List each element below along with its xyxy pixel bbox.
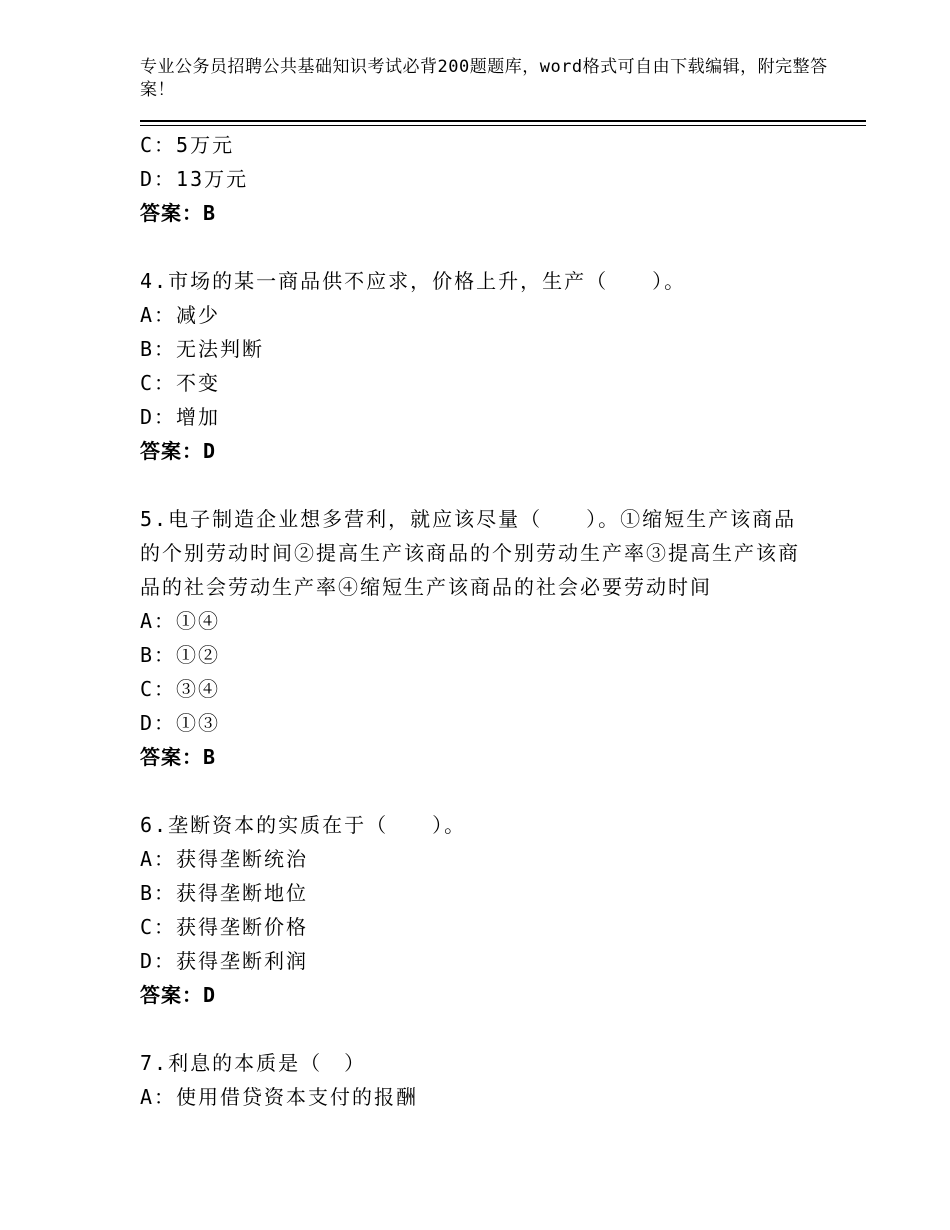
header-rule-thin bbox=[140, 125, 866, 126]
option-d: D：增加 bbox=[140, 405, 221, 429]
option-c: C：不变 bbox=[140, 371, 221, 395]
option-d: D：①③ bbox=[140, 711, 221, 735]
question-6 bbox=[140, 808, 820, 1012]
option-b: B：获得垄断地位 bbox=[140, 881, 309, 905]
option-b: B：无法判断 bbox=[140, 337, 265, 361]
option-a: A：使用借贷资本支付的报酬 bbox=[140, 1085, 419, 1109]
option-c: C：③④ bbox=[140, 677, 221, 701]
option-a: A：减少 bbox=[140, 303, 221, 327]
question-text: 6.垄断资本的实质在于（ ）。 bbox=[140, 813, 467, 837]
document-header: 专业公务员招聘公共基础知识考试必背200题题库，word格式可自由下载编辑，附完整答案！ bbox=[140, 57, 828, 100]
option-c: C：获得垄断价格 bbox=[140, 915, 309, 939]
question-3-tail bbox=[140, 128, 820, 230]
option-b: B：①② bbox=[140, 643, 221, 667]
option-d: D：获得垄断利润 bbox=[140, 949, 309, 973]
answer: 答案：B bbox=[140, 745, 217, 769]
answer: 答案：D bbox=[140, 983, 217, 1007]
option-a: A：①④ bbox=[140, 609, 221, 633]
question-7 bbox=[140, 1046, 820, 1114]
document-body bbox=[140, 128, 820, 1114]
question-text: 7.利息的本质是（ ） bbox=[140, 1051, 367, 1075]
option-d: D：13万元 bbox=[140, 167, 249, 191]
answer: 答案：B bbox=[140, 201, 217, 225]
answer: 答案：D bbox=[140, 439, 217, 463]
question-5 bbox=[140, 502, 820, 774]
question-text: 5.电子制造企业想多营利，就应该尽量（ ）。①缩短生产该商品的个别劳动时间②提高生产该商品的个别劳动生产率③提高生产该商品的社会劳动生产率④缩短生产该商品的社会必要劳动时间 bbox=[140, 507, 800, 599]
question-4 bbox=[140, 264, 820, 468]
option-a: A：获得垄断统治 bbox=[140, 847, 309, 871]
question-text: 4.市场的某一商品供不应求，价格上升，生产（ ）。 bbox=[140, 269, 687, 293]
header-rule-thick bbox=[140, 120, 866, 122]
option-c: C：5万元 bbox=[140, 133, 235, 157]
